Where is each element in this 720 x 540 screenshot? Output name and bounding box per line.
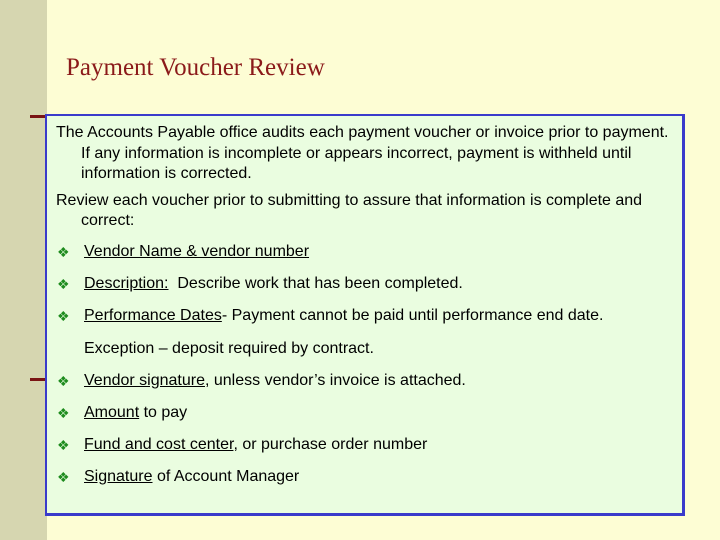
list-item: [56, 242, 674, 262]
left-decorative-band: [0, 0, 47, 540]
diamond-bullet-icon: ❖: [57, 275, 70, 292]
bullet-key: Performance Dates: [84, 306, 222, 324]
diamond-bullet-icon: ❖: [57, 468, 70, 485]
review-paragraph: Review each voucher prior to submitting to assure that information is complete and correct:: [56, 191, 643, 229]
diamond-bullet-icon: ❖: [57, 307, 70, 324]
checklist: [56, 242, 674, 487]
bullet-text: to pay: [139, 403, 188, 421]
list-item: [56, 467, 674, 487]
bullet-key: Amount: [84, 403, 140, 421]
bullet-text: , unless vendor’s invoice is attached.: [204, 371, 466, 389]
bullet-text: of Account Manager: [152, 467, 300, 485]
bullet-text: Describe work that has been completed.: [168, 274, 463, 292]
bullet-text: - Payment cannot be paid until performance end date.: [221, 306, 604, 324]
bullet-key: Signature: [84, 467, 153, 485]
bullet-key: Description:: [84, 274, 169, 292]
bullet-continuation: Exception – deposit required by contract.: [84, 339, 374, 357]
intro-paragraph: The Accounts Payable office audits each payment voucher or invoice prior to payment. If any information is incomplete or appears incorrect, payment is withheld until information is corrected.: [56, 124, 669, 182]
list-item: [56, 403, 674, 423]
diamond-bullet-icon: ❖: [57, 372, 70, 389]
list-item: [56, 306, 674, 359]
list-item: [56, 371, 674, 391]
diamond-bullet-icon: ❖: [57, 243, 70, 260]
bullet-key: Fund and cost center: [84, 435, 234, 453]
bullet-key: Vendor signature: [84, 371, 205, 389]
list-item: [56, 274, 674, 294]
diamond-bullet-icon: ❖: [57, 404, 70, 421]
diamond-bullet-icon: ❖: [57, 436, 70, 453]
content-box: [45, 114, 685, 516]
slide-title: Payment Voucher Review: [66, 54, 325, 81]
bullet-key: Vendor Name & vendor number: [84, 242, 310, 260]
bullet-text: , or purchase order number: [233, 435, 428, 453]
list-item: [56, 435, 674, 455]
